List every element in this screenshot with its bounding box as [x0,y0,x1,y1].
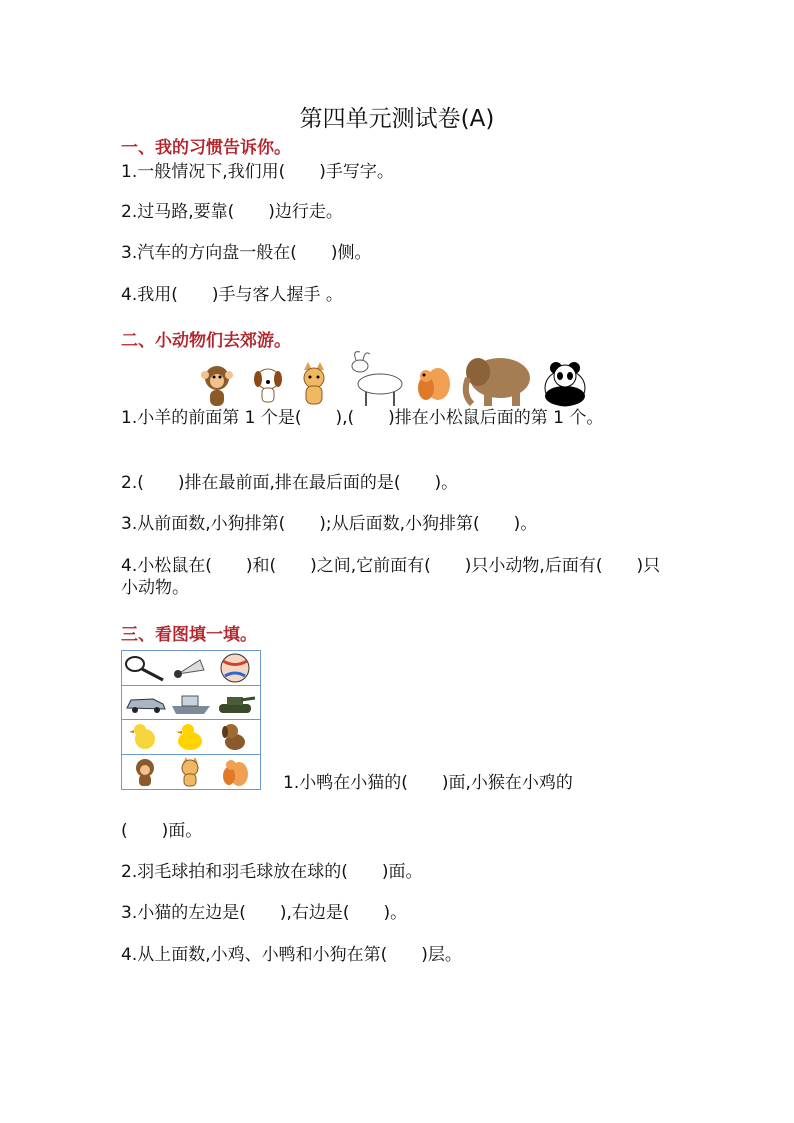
squirrel-icon [418,368,450,400]
ball-icon [213,652,258,685]
question-continuation: ( )面。 [121,821,203,841]
question: 3.汽车的方向盘一般在( )侧。 [121,243,372,263]
shuttlecock-icon [168,652,213,685]
section-1-heading: 一、我的习惯告诉你。 [121,138,291,158]
car-icon [123,686,168,719]
question: 3.从前面数,小狗排第( );从后面数,小狗排第( )。 [121,514,538,534]
question: 1.一般情况下,我们用( )手写字。 [121,162,394,182]
question: 2.过马路,要靠( )边行走。 [121,202,343,222]
question: 4.小松鼠在( )和( )之间,它前面有( )只小动物,后面有( )只小动物。 [121,556,661,598]
chick-icon [123,720,168,753]
elephant-icon [466,358,530,406]
panda-icon [545,362,585,406]
question: 3.小猫的左边是( ),右边是( )。 [121,903,408,923]
cat-icon [168,755,213,788]
ship-icon [168,686,213,719]
question: 1.小羊的前面第 1 个是( ),( )排在小松鼠后面的第 1 个。 [121,408,604,428]
squirrel-icon [213,755,258,788]
question: 2.羽毛球拍和羽毛球放在球的( )面。 [121,862,423,882]
section-2-heading: 二、小动物们去郊游。 [121,331,291,351]
goat-icon [352,352,402,406]
racket-icon [123,652,168,685]
monkey-icon [201,366,233,406]
cat-icon [304,362,324,404]
animal-parade [200,348,600,412]
dog-icon [213,720,258,753]
page-title: 第四单元测试卷(A) [299,106,495,132]
question: 1.小鸭在小猫的( )面,小猴在小鸡的 [283,773,573,793]
dog-icon [254,369,282,402]
monkey-icon [123,755,168,788]
question: 4.我用( )手与客人握手 。 [121,285,343,305]
question: 2.( )排在最前面,排在最后面的是( )。 [121,473,459,493]
question: 4.从上面数,小鸡、小鸭和小狗在第( )层。 [121,945,462,965]
section-3-heading: 三、看图填一填。 [121,625,257,645]
duck-icon [168,720,213,753]
tank-icon [213,686,258,719]
picture-grid [121,650,261,790]
